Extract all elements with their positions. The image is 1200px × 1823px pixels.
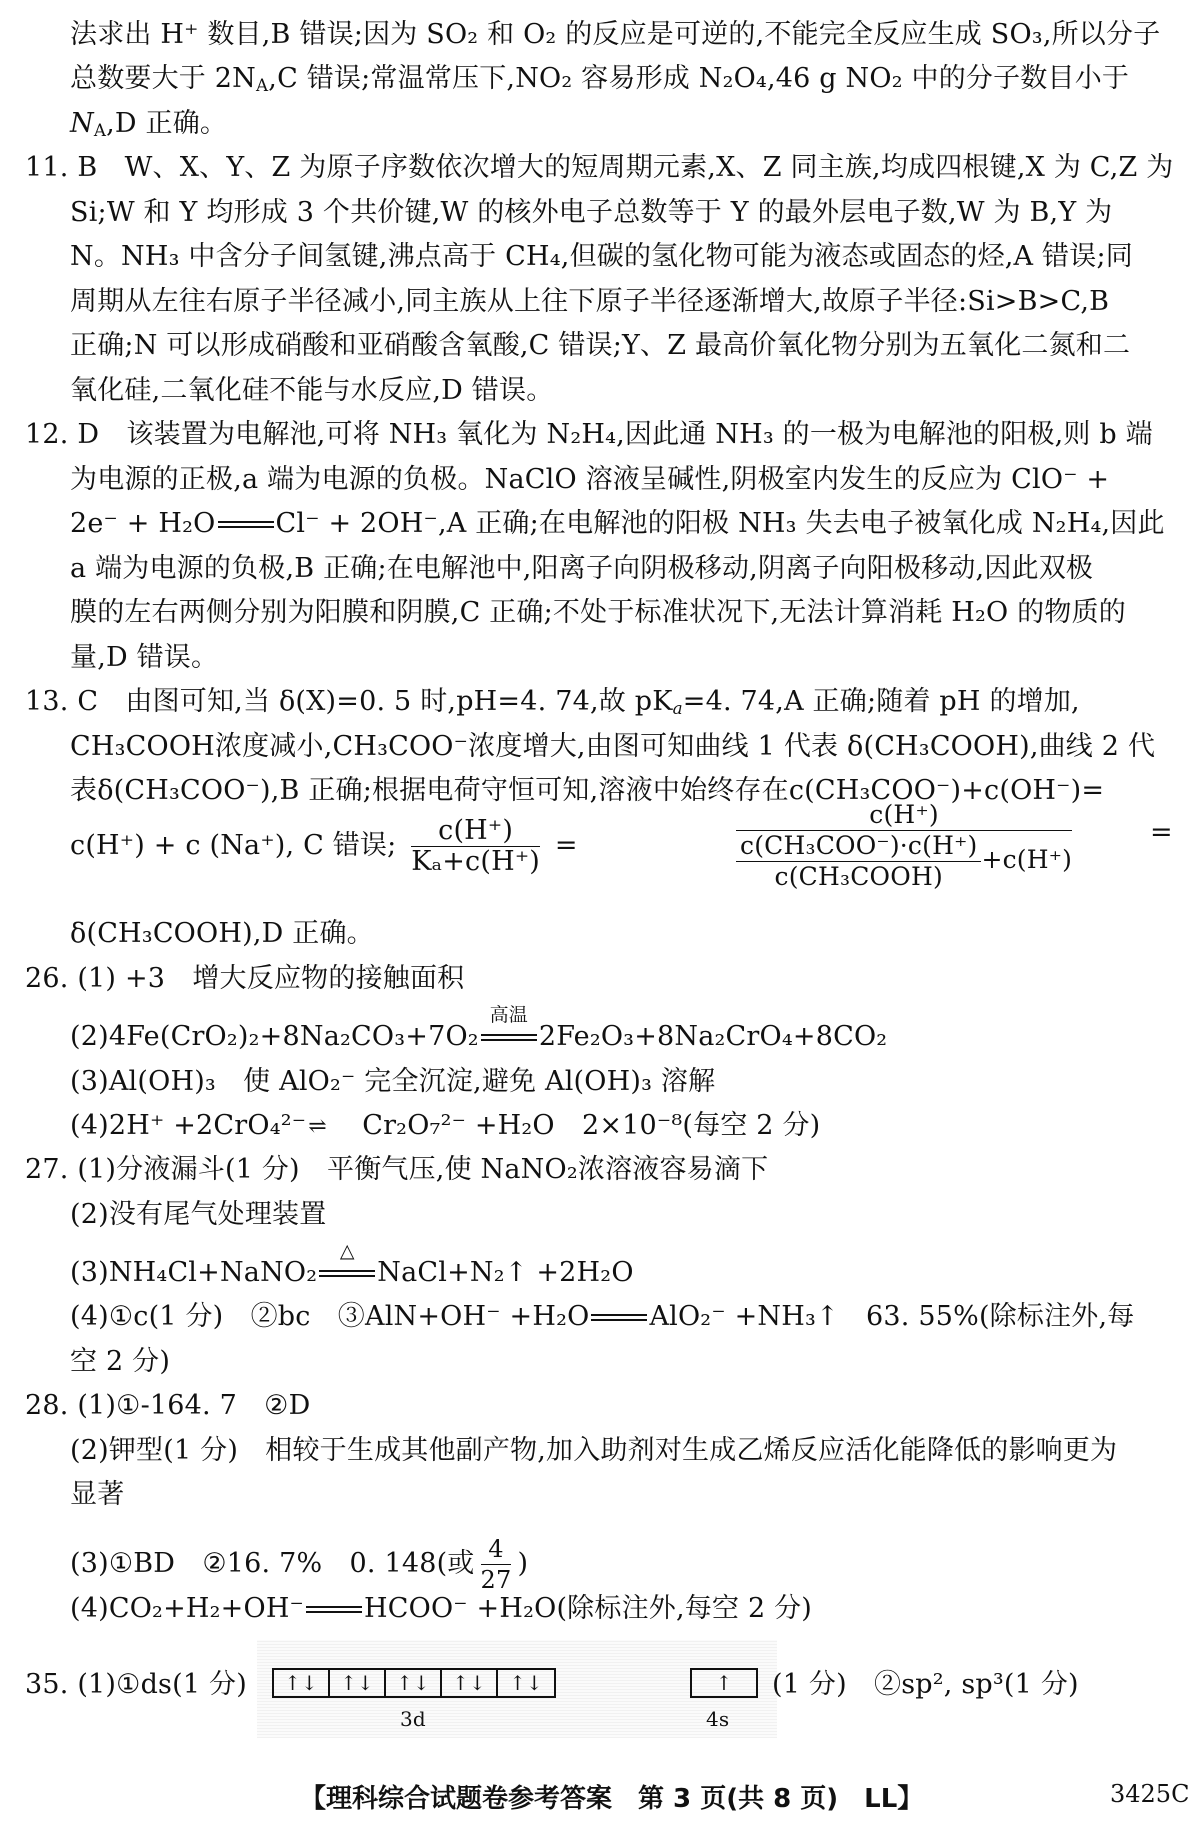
equation-line: (4)2H⁺ +2CrO₄²⁻⇌ Cr₂O₇²⁻ +H₂O 2×10⁻⁸(每空 2 分) [70,1109,820,1144]
text-line: (3)①BD ②16. 7% 0. 148(或 $\frac{4}{27}$ ) [70,1535,529,1594]
fraction: c(H⁺) $\frac{\text{c(CH₃COO⁻)·c(H⁺)}}{\text{c(CH₃COOH)}}$ +c(H⁺) [736,800,1072,892]
text-line: (2)钾型(1 分) 相较于生成其他副产物,加入助剂对生成乙烯反应活化能降低的影响更为 [70,1435,1118,1466]
answer-12: 12. D 该装置为电解池,可将 NH₃ 氧化为 N₂H₄,因此通 NH₃ 的一极为电解池的阳极,则 b 端 [25,419,1153,450]
equation-line: (4)①c(1 分) ②bc ③AlN+OH⁻ +H₂O AlO₂⁻ +NH₃↑ 63. 55%(除标注外,每 [70,1301,1135,1332]
fraction: $\frac{c(H^+)}{\text{Kₐ+c(H⁺)}}$ [411,815,541,877]
doc-code: 3425C [1110,1780,1190,1808]
text-line: 空 2 分) [70,1346,171,1377]
text-line: 法求出 H⁺ 数目,B 错误;因为 SO₂ 和 O₂ 的反应是可逆的,不能完全反应生成 SO₃,所以分子 [70,19,1161,50]
text-line: 量,D 错误。 [70,642,219,673]
text-line: 为电源的正极,a 端为电源的负极。NaClO 溶液呈碱性,阴极室内发生的反应为 ClO⁻ + [70,464,1110,495]
answer-27: 27. (1)分液漏斗(1 分) 平衡气压,使 NaNO₂浓溶液容易滴下 [25,1154,769,1185]
text-line: (3)Al(OH)₃ 使 AlO₂⁻ 完全沉淀,避免 Al(OH)₃ 溶解 [70,1066,716,1097]
text-line: $N_A,D$ 正确。 [70,108,228,141]
orbital-3d-box: ↑↓ [384,1668,442,1698]
answer-11: 11. B W、X、Y、Z 为原子序数依次增大的短周期元素,X、Z 同主族,均成四根键,X 为 C,Z 为 [25,152,1174,183]
equilibrium-arrow: ⇌ [308,1113,327,1139]
equation-line: (4)CO₂+H₂+OH⁻ HCOO⁻ +H₂O(除标注外,每空 2 分) [70,1593,813,1624]
page-footer: 【理科综合试题卷参考答案 第 3 页(共 8 页) LL】 [300,1784,924,1814]
orbital-3d-box: ↑↓ [440,1668,498,1698]
inner-fraction: $\frac{\text{c(CH₃COO⁻)·c(H⁺)}}{\text{c(CH₃COOH)}}$ [736,831,981,892]
orbital-label-4s: 4s [706,1707,730,1731]
text-line: CH₃COOH浓度减小,CH₃COO⁻浓度增大,由图可知曲线 1 代表 δ(CH₃COOH),曲线 2 代 [70,731,1156,762]
answer-28: 28. (1)①-164. 7 ②D [25,1390,311,1421]
formula-line: c(H⁺) + c (Na⁺), C 错误; $\frac{c(H^+)}{\text{Kₐ+c(H⁺)}}$ = [70,815,578,877]
orbital-4s-box: ↑ [690,1668,758,1698]
equals-sign: = [1150,817,1173,848]
text-line: 氧化硅,二氧化硅不能与水反应,D 错误。 [70,375,554,406]
text-line: a 端为电源的负极,B 正确;在电解池中,阳离子向阴极移动,阴离子向阳极移动,因此双极 [70,553,1094,584]
equation-line: (3)NH₄Cl+NaNO₂ △ NaCl+N₂↑ +2H₂O [70,1240,634,1288]
text-line: 膜的左右两侧分别为阳膜和阴膜,C 正确;不处于标准状况下,无法计算消耗 H₂O 的物质的 [70,597,1126,628]
text-line: 2e⁻ + H₂O Cl⁻ + 2OH⁻,A 正确;在电解池的阳极 NH₃ 失去电子被氧化成 N₂H₄,因此 [70,508,1165,539]
text-line: N。NH₃ 中含分子间氢键,沸点高于 CH₄,但碳的氢化物可能为液态或固态的烃,A 错误;同 [70,241,1133,272]
answer-26: 26. (1) +3 增大反应物的接触面积 [25,963,465,994]
text-line: 周期从左往右原子半径减小,同主族从上往下原子半径逐渐增大,故原子半径:Si>B>C,B [70,286,1110,317]
text-line: δ(CH₃COOH),D 正确。 [70,918,374,949]
orbital-label-3d: 3d [400,1707,426,1731]
equals-arrow [218,521,274,528]
answer-35: 35. (1)①ds(1 分) [25,1669,247,1700]
orbital-3d-box: ↑↓ [328,1668,386,1698]
text-line: 表δ(CH₃COO⁻),B 正确;根据电荷守恒可知,溶液中始终存在c(CH₃COO⁻)+c(OH⁻)= [70,775,1105,806]
text-line: 正确;N 可以形成硝酸和亚硝酸含氧酸,C 错误;Y、Z 最高价氧化物分别为五氧化二氮和二 [70,330,1131,361]
text-line: 总数要大于 $2N_A,C$ 错误;常温常压下,NO₂ 容易形成 N₂O₄,46 g NO₂ 中的分子数目小于 [70,63,1130,96]
text-line: Si;W 和 Y 均形成 3 个共价键,W 的核外电子总数等于 Y 的最外层电子数,W 为 B,Y 为 [70,197,1113,228]
answer-13: 13. C 由图可知,当 δ(X)=0. 5 时,pH=4. 74,故 $pK_a=4$. 74,A 正确;随着 pH 的增加, [25,686,1080,719]
fraction: $\frac{4}{27}$ [480,1535,512,1594]
orbital-3d-box: ↑↓ [272,1668,330,1698]
equation-line: (2)4Fe(CrO₂)₂+8Na₂CO₃+7O₂ 高温 2Fe₂O₃+8Na₂CrO₄+8CO₂ [70,1004,888,1052]
fraction-complex [730,800,1078,892]
text-line: (2)没有尾气处理装置 [70,1199,327,1230]
orbital-3d-box: ↑↓ [496,1668,556,1698]
text-line: 显著 [70,1479,125,1510]
text-line: (1 分) ②sp², sp³(1 分) [772,1669,1079,1700]
